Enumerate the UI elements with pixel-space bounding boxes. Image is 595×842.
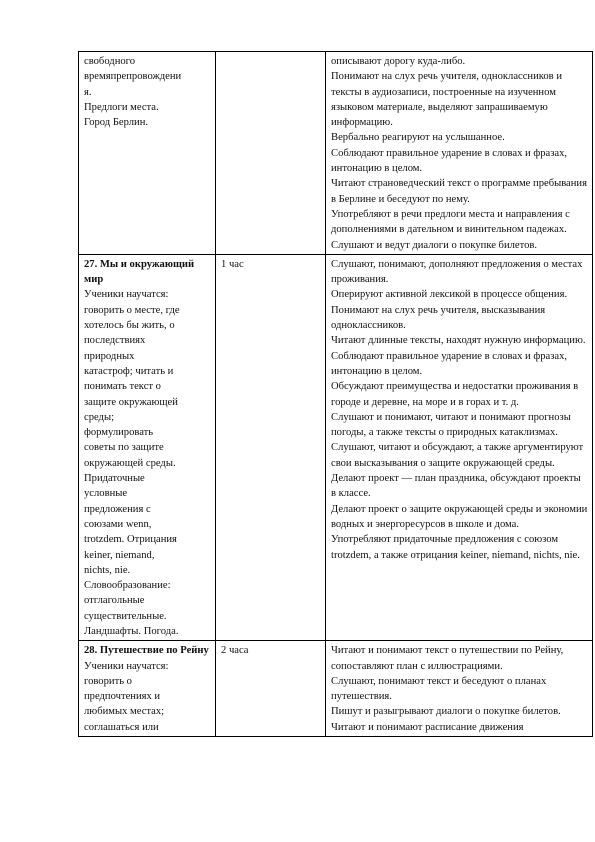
- hours-cell: [216, 52, 326, 255]
- topic-line: последствиях: [84, 335, 146, 347]
- topic-line: существительные.: [84, 610, 167, 622]
- topic-line: хотелось бы жить, о: [84, 320, 175, 332]
- table-row: [79, 641, 593, 737]
- activity-item: Вербально реагируют на услышанное.: [331, 132, 505, 144]
- table-row: [79, 254, 593, 640]
- activity-item: Оперируют активной лексикой в процессе общения.: [331, 289, 568, 301]
- topic-line: trotzdem. Отрицания: [84, 534, 177, 546]
- activities-cell: [326, 52, 593, 255]
- topic-line: Ученики научатся:: [84, 660, 169, 672]
- activity-item: Делают проект о защите окружающей среды и экономии водных и энергоресурсов в школе и дома.: [331, 503, 588, 530]
- hours-value: 2 часа: [221, 645, 249, 657]
- topic-line: свободного: [84, 56, 136, 67]
- topic-line: окружающей среды.: [84, 457, 176, 469]
- activity-item: Употребляют в речи предлоги места и направления с дополнениями в дательном и винительном падежах.: [331, 208, 570, 236]
- topic-line: Придаточные: [84, 473, 145, 485]
- topic-line: Словообразование:: [84, 580, 171, 592]
- activity-item: Слушают, понимают текст и беседуют о планах путешествия.: [331, 675, 547, 703]
- topic-line: союзами wenn,: [84, 518, 152, 530]
- hours-cell: [216, 641, 326, 737]
- topic-line: предпочтениях и: [84, 691, 161, 703]
- activity-item: Слушают, читают и обсуждают, а также аргументируют свои высказывания о защите окружающей среды.: [331, 442, 584, 469]
- topic-line: я.: [84, 86, 92, 98]
- topic-line: советы по защите: [84, 442, 164, 454]
- hours-value: 1 час: [221, 258, 244, 270]
- table-row: [79, 52, 593, 255]
- activity-item: Слушают и понимают, читают и понимают прогнозы погоды, а также тексты о природных катаклизмах.: [331, 411, 571, 439]
- topic-line: понимать текст о: [84, 381, 161, 393]
- topic-line: соглашаться или: [84, 721, 159, 733]
- hours-cell: [216, 254, 326, 640]
- topic-cell: [79, 52, 216, 255]
- activity-item: Обсуждают преимущества и недостатки проживания в городе и деревне, на море и в горах и т. д.: [331, 381, 579, 408]
- activity-item: Читают и понимают расписание движения: [331, 721, 524, 733]
- topic-line: времяпрепровождени: [84, 71, 182, 83]
- activity-item: Пишут и разыгрывают диалоги о покупке билетов.: [331, 706, 561, 718]
- activity-item: Читают страноведческий текст о программе пребывания в Берлине и беседуют по нему.: [331, 178, 587, 205]
- activity-item: Употребляют придаточные предложения с союзом trotzdem, а также отрицания keiner, niemand, nichts, nie.: [331, 534, 580, 561]
- activity-item: Слушают и ведут диалоги о покупке билетов.: [331, 239, 538, 251]
- lesson-title: 27. Мы и окружающий мир: [84, 258, 195, 286]
- activities-cell: [326, 641, 593, 737]
- topic-cell: [79, 641, 216, 737]
- topic-line: keiner, niemand,: [84, 549, 155, 561]
- topic-line: отглагольные: [84, 595, 145, 607]
- topic-line: любимых местах;: [84, 706, 165, 718]
- topic-line: nichts, nie.: [84, 564, 131, 576]
- activity-item: Понимают на слух речь учителя, высказывания одноклассников.: [331, 304, 546, 332]
- topic-line: Ландшафты. Погода.: [84, 625, 179, 637]
- activity-item: Соблюдают правильное ударение в словах и фразах, интонацию в целом.: [331, 147, 568, 175]
- topic-line: говорить о: [84, 675, 132, 687]
- activity-item: Соблюдают правильное ударение в словах и фразах, интонацию в целом.: [331, 350, 568, 377]
- topic-cell: [79, 254, 216, 640]
- topic-line: среды;: [84, 411, 115, 423]
- topic-line: условные: [84, 488, 128, 500]
- topic-line: катастроф; читать и: [84, 365, 174, 377]
- topic-line: говорить о месте, где: [84, 304, 180, 316]
- thematic-plan-table: [78, 51, 593, 737]
- topic-line: Город Берлин.: [84, 117, 149, 129]
- topic-line: Ученики научатся:: [84, 289, 169, 301]
- topic-line: формулировать: [84, 427, 154, 439]
- topic-line: защите окружающей: [84, 396, 178, 408]
- activity-item: Понимают на слух речь учителя, одноклассников и тексты в аудиозаписи, построенные на изученном языковом материале, выделяют запрашиваемую информацию.: [331, 71, 562, 129]
- topic-line: предложения с: [84, 503, 151, 515]
- activity-item: Слушают, понимают, дополняют предложения о местах проживания.: [331, 258, 583, 286]
- activities-cell: [326, 254, 593, 640]
- topic-line: природных: [84, 350, 135, 362]
- activity-item: Читают длинные тексты, находят нужную информацию.: [331, 335, 586, 347]
- topic-line: Предлоги места.: [84, 101, 159, 113]
- activity-item: Читают и понимают текст о путешествии по Рейну, сопоставляют план с иллюстрациями.: [331, 645, 564, 672]
- lesson-title: 28. Путешествие по Рейну: [84, 645, 209, 657]
- activity-item: Делают проект — план праздника, обсуждают проекты в классе.: [331, 473, 581, 500]
- activity-item: описывают дорогу куда-либо.: [331, 56, 466, 67]
